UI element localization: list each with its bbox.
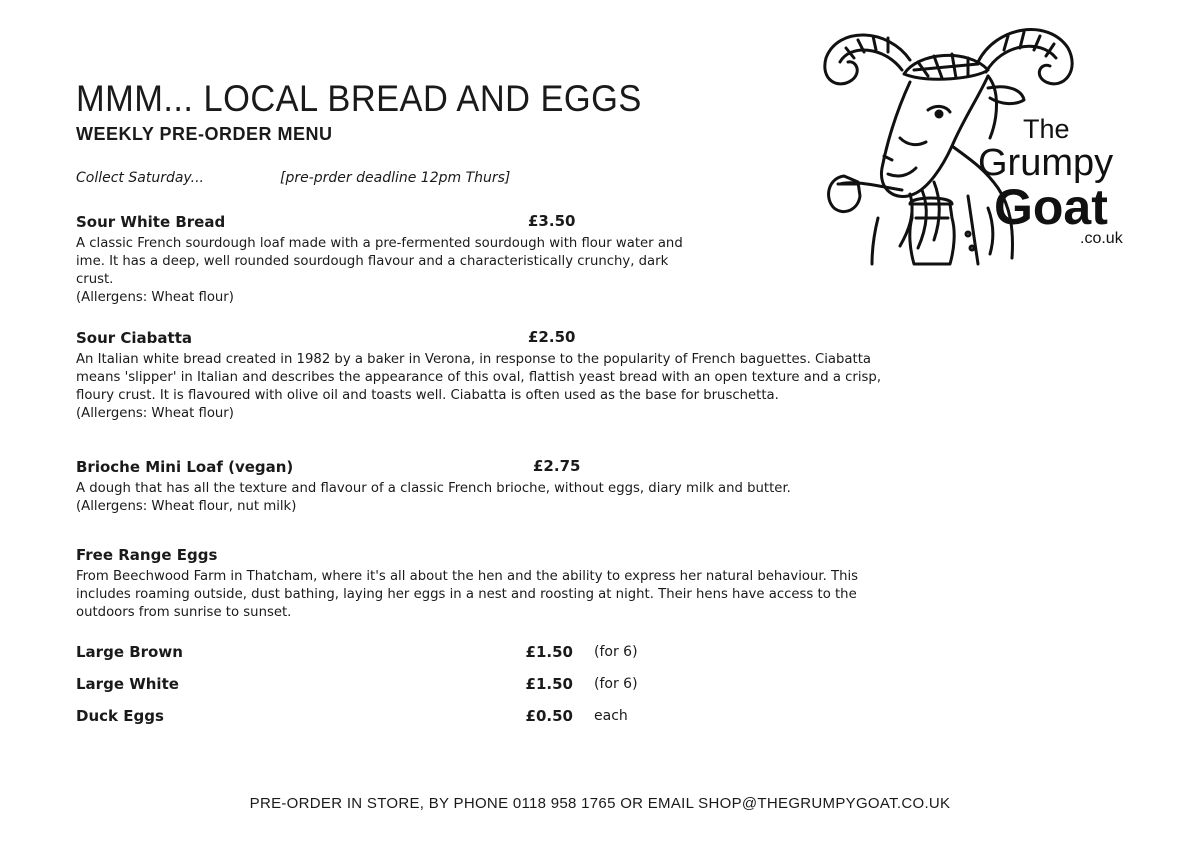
- item-name: Sour Ciabatta: [76, 329, 193, 347]
- description-line: A classic French sourdough loaf made with a pre-fermented sourdough with flour water and: [76, 235, 683, 251]
- item-description: [76, 234, 782, 306]
- egg-option-name: Large Brown: [76, 643, 183, 661]
- egg-option-unit: (for 6): [594, 676, 638, 692]
- collect-note: Collect Saturday...: [76, 170, 204, 186]
- item-price: £3.50: [528, 212, 576, 230]
- description-line: A dough that has all the texture and flavour of a classic French brioche, without eggs, diary milk and butter.: [76, 480, 791, 496]
- description-line: An Italian white bread created in 1982 by a baker in Verona, in response to the popularity of French baguettes. Ciabatta: [76, 351, 872, 367]
- menu-item-sour-ciabatta: [76, 328, 1076, 422]
- item-name: Brioche Mini Loaf (vegan): [76, 458, 294, 476]
- item-name: Sour White Bread: [76, 213, 226, 231]
- menu-item-free-range-eggs: [76, 545, 1076, 621]
- menu-item-sour-white-bread: [76, 212, 796, 306]
- egg-option-price: £1.50: [525, 675, 573, 693]
- egg-option-price: £1.50: [525, 643, 573, 661]
- page-title: MMM... LOCAL BREAD AND EGGS: [76, 78, 642, 119]
- egg-option-unit: (for 6): [594, 644, 638, 660]
- description-line: (Allergens: Wheat flour): [76, 405, 234, 421]
- item-description: [76, 567, 1056, 621]
- footer-contact: PRE-ORDER IN STORE, BY PHONE 0118 958 1765 OR EMAIL SHOP@THEGRUMPYGOAT.CO.UK: [249, 795, 951, 812]
- description-line: ime. It has a deep, well rounded sourdough flavour and a characteristically crunchy, dark: [76, 253, 669, 269]
- description-line: floury crust. It is flavoured with olive oil and toasts well. Ciabatta is often used as the base for bruschetta.: [76, 387, 779, 403]
- grumpy-goat-logo: [818, 18, 1148, 268]
- description-line: outdoors from sunrise to sunset.: [76, 604, 292, 620]
- page-subtitle: WEEKLY PRE-ORDER MENU: [76, 124, 333, 144]
- description-line: means 'slipper' in Italian and describes the appearance of this oval, flattish yeast bread with an open texture and a crisp,: [76, 369, 882, 385]
- deadline-note: [pre-prder deadline 12pm Thurs]: [280, 170, 511, 186]
- logo-text-the: The: [1023, 114, 1070, 144]
- egg-option-name: Duck Eggs: [76, 707, 164, 725]
- menu-item-brioche-mini-loaf: [76, 457, 976, 515]
- description-line: (Allergens: Wheat flour, nut milk): [76, 498, 297, 514]
- egg-option-name: Large White: [76, 675, 179, 693]
- egg-option-unit: each: [594, 708, 628, 724]
- description-line: From Beechwood Farm in Thatcham, where it's all about the hen and the ability to express her natural behaviour. This: [76, 568, 859, 584]
- description-line: (Allergens: Wheat flour): [76, 289, 234, 305]
- egg-option-row: [76, 707, 676, 729]
- egg-option-row: [76, 675, 676, 697]
- description-line: includes roaming outside, dust bathing, laying her eggs in a nest and roosting at night. Their hens have access to the: [76, 586, 857, 602]
- item-price: £2.75: [533, 457, 581, 475]
- description-line: crust.: [76, 271, 114, 287]
- item-description: [76, 350, 1056, 422]
- logo-text-goat: Goat: [994, 179, 1108, 235]
- logo-text-grumpy: Grumpy: [978, 142, 1114, 184]
- item-name: Free Range Eggs: [76, 546, 218, 564]
- egg-option-price: £0.50: [525, 707, 573, 725]
- item-description: [76, 479, 958, 515]
- egg-option-row: [76, 643, 676, 665]
- logo-text-domain: .co.uk: [1080, 230, 1123, 247]
- item-price: £2.50: [528, 328, 576, 346]
